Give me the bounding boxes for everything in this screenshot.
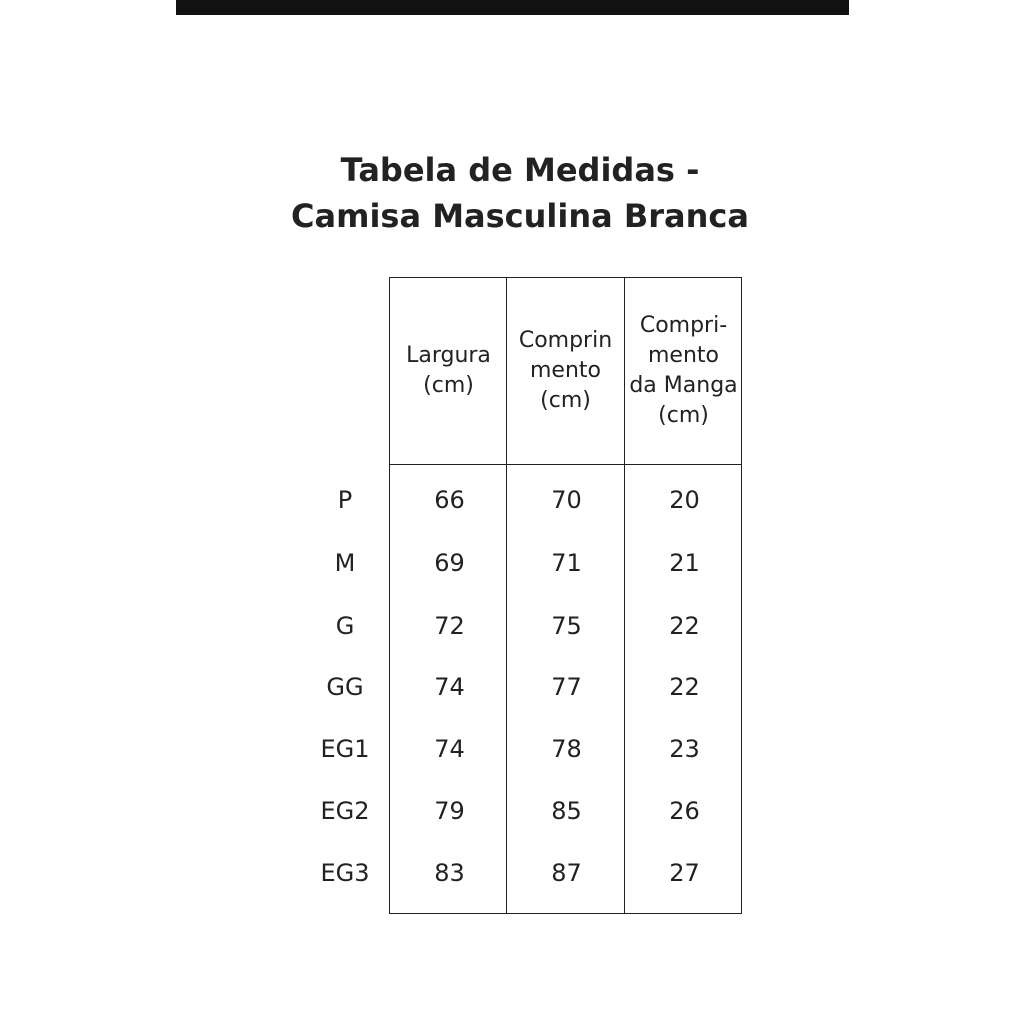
row-size-label: EG1 bbox=[320, 735, 370, 763]
table-cell: 75 bbox=[551, 612, 582, 640]
table-cell: 71 bbox=[551, 549, 582, 577]
table-cell: 23 bbox=[669, 735, 700, 763]
table-cell: 72 bbox=[434, 612, 465, 640]
row-size-label: P bbox=[337, 486, 353, 514]
header-largura bbox=[390, 278, 507, 464]
table-cell: 74 bbox=[434, 673, 465, 701]
header-label: Largura (cm) bbox=[406, 343, 491, 398]
row-size-label: M bbox=[334, 549, 356, 577]
table-cell: 87 bbox=[551, 859, 582, 887]
table-cell: 22 bbox=[669, 673, 700, 701]
header-label: Compri- mento da Manga (cm) bbox=[629, 313, 738, 428]
table-cell: 69 bbox=[434, 549, 465, 577]
table-cell: 77 bbox=[551, 673, 582, 701]
header-comprimento bbox=[507, 278, 624, 464]
table-cell: 74 bbox=[434, 735, 465, 763]
table-cell: 85 bbox=[551, 797, 582, 825]
table-cell: 83 bbox=[434, 859, 465, 887]
header-label: Comprin mento (cm) bbox=[518, 328, 613, 413]
header-comprimento-manga bbox=[625, 278, 742, 464]
table-cell: 27 bbox=[669, 859, 700, 887]
table-cell: 21 bbox=[669, 549, 700, 577]
row-size-label: G bbox=[335, 612, 355, 640]
row-size-label: EG2 bbox=[320, 797, 370, 825]
row-size-label: GG bbox=[326, 673, 364, 701]
title-line-1: Tabela de Medidas - bbox=[340, 151, 700, 189]
table-cell: 22 bbox=[669, 612, 700, 640]
row-size-label: EG3 bbox=[320, 859, 370, 887]
top-bar bbox=[176, 0, 849, 15]
header-divider bbox=[390, 464, 741, 465]
table-cell: 66 bbox=[434, 486, 465, 514]
page-title bbox=[0, 147, 1024, 239]
table-cell: 26 bbox=[669, 797, 700, 825]
table-cell: 20 bbox=[669, 486, 700, 514]
table-cell: 70 bbox=[551, 486, 582, 514]
table-cell: 79 bbox=[434, 797, 465, 825]
table-cell: 78 bbox=[551, 735, 582, 763]
title-line-2: Camisa Masculina Branca bbox=[291, 197, 749, 235]
